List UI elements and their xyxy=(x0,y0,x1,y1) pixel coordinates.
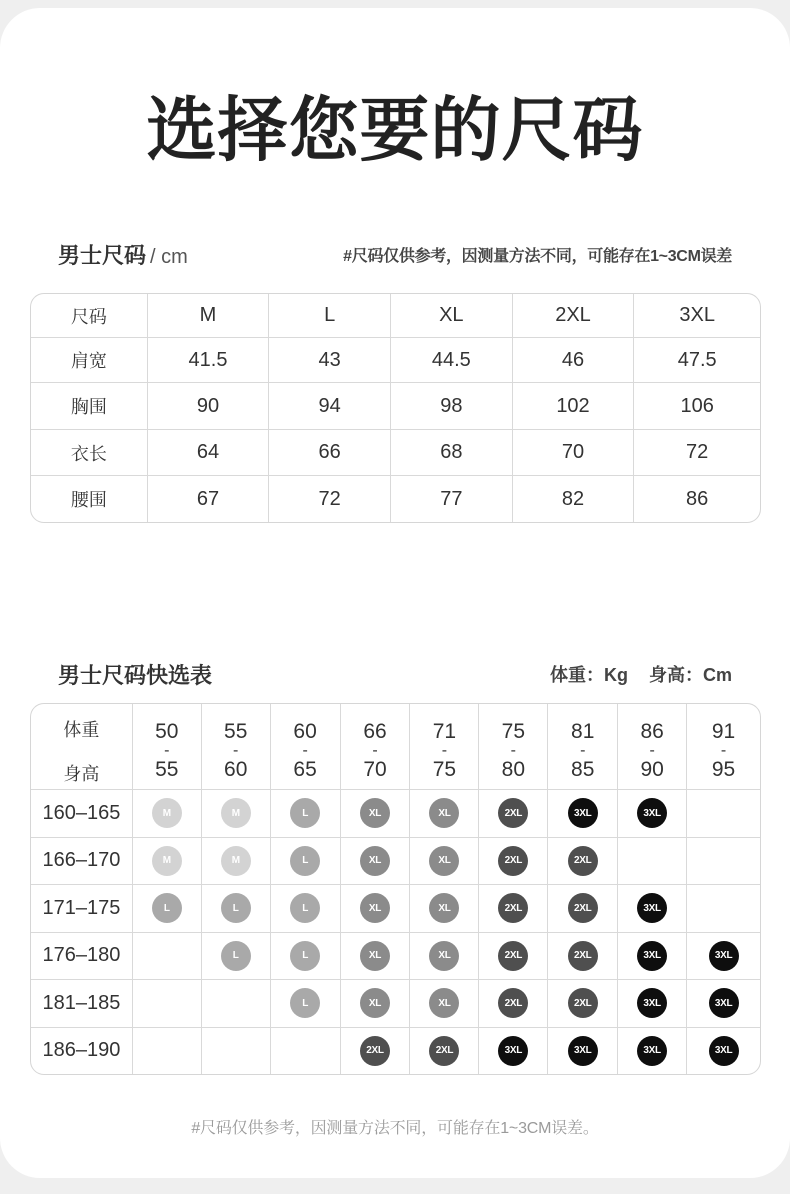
quick-size-table xyxy=(30,703,761,1075)
size-badge: M xyxy=(221,798,251,828)
height-range-label: 171–175 xyxy=(31,885,132,932)
weight-range-separator: - xyxy=(510,742,516,759)
size-header-label: 尺码 xyxy=(31,294,147,337)
size-badge: 3XL xyxy=(637,798,667,828)
size-cell xyxy=(133,790,201,837)
weight-range-separator: - xyxy=(720,742,727,759)
weight-range-to: 60 xyxy=(224,758,248,781)
weight-range-header xyxy=(341,704,410,789)
size-badge: M xyxy=(152,846,182,876)
height-range-label: 181–185 xyxy=(31,980,132,1027)
size-cell xyxy=(548,790,617,837)
weight-range-from: 60 xyxy=(293,720,317,743)
size-badge: XL xyxy=(429,941,459,971)
size-badge: 2XL xyxy=(568,988,598,1018)
empty-cell xyxy=(687,790,760,837)
size-cell xyxy=(479,838,547,885)
size-badge: L xyxy=(221,893,251,923)
size-cell xyxy=(410,1028,478,1075)
size-cell xyxy=(618,790,686,837)
measure-value: 90 xyxy=(148,383,269,429)
size-header-cell: L xyxy=(269,294,390,337)
size-badge: L xyxy=(290,798,320,828)
size-badge: XL xyxy=(360,893,390,923)
measure-value: 66 xyxy=(269,430,390,475)
size-badge: XL xyxy=(360,941,390,971)
size-cell xyxy=(479,790,547,837)
size-chart-note: #尺码仅供参考，因测量方法不同，可能存在1~3CM误差 xyxy=(343,247,732,265)
size-cell xyxy=(271,885,340,932)
measure-label: 胸围 xyxy=(31,383,147,429)
measure-value: 41.5 xyxy=(148,338,269,382)
weight-range-to: 75 xyxy=(432,758,457,781)
size-badge: 2XL xyxy=(498,893,528,923)
weight-range-header xyxy=(410,704,478,789)
size-cell xyxy=(479,1028,547,1075)
measure-value: 98 xyxy=(391,383,512,429)
footer-note: #尺码仅供参考，因测量方法不同，可能存在1~3CM误差。 xyxy=(191,1120,599,1137)
quick-chart-header xyxy=(58,657,732,691)
size-header-cell: 3XL xyxy=(634,294,760,337)
size-cell xyxy=(410,790,478,837)
weight-range-separator: - xyxy=(164,742,170,759)
measure-value: 46 xyxy=(513,338,634,382)
weight-range-to: 90 xyxy=(640,758,664,781)
weight-unit: 体重：Kg xyxy=(549,665,628,685)
weight-range-to: 80 xyxy=(501,758,525,781)
weight-range-from: 91 xyxy=(711,720,736,743)
weight-range-separator: - xyxy=(233,742,239,759)
size-chart-unit: / cm xyxy=(150,245,188,268)
weight-range-from: 81 xyxy=(571,720,595,743)
weight-range-from: 75 xyxy=(501,720,525,743)
height-unit: 身高：Cm xyxy=(648,665,732,685)
empty-cell xyxy=(133,1028,201,1075)
size-badge: 3XL xyxy=(637,893,667,923)
weight-axis-label: 体重 xyxy=(63,719,100,740)
size-badge: 2XL xyxy=(429,1036,459,1066)
size-badge: 3XL xyxy=(498,1036,528,1066)
measure-value: 102 xyxy=(513,383,634,429)
weight-range-from: 86 xyxy=(640,720,664,743)
size-badge: 2XL xyxy=(498,988,528,1018)
measure-value: 64 xyxy=(148,430,269,475)
size-cell xyxy=(618,1028,686,1075)
measure-value: 44.5 xyxy=(391,338,512,382)
size-badge: 2XL xyxy=(360,1036,390,1066)
weight-range-from: 71 xyxy=(432,720,457,743)
size-badge: XL xyxy=(429,988,459,1018)
size-badge: 3XL xyxy=(709,941,739,971)
size-cell xyxy=(548,980,617,1027)
size-badge: XL xyxy=(429,893,459,923)
size-badge: L xyxy=(152,893,182,923)
size-cell xyxy=(202,933,270,980)
size-chart-header xyxy=(58,237,732,271)
size-cell xyxy=(548,933,617,980)
size-cell xyxy=(618,933,686,980)
weight-range-to: 65 xyxy=(293,758,317,781)
weight-range-to: 55 xyxy=(155,758,179,781)
size-badge: M xyxy=(221,846,251,876)
empty-cell xyxy=(133,933,201,980)
size-cell xyxy=(618,980,686,1027)
measure-label: 腰围 xyxy=(31,476,147,522)
size-badge: XL xyxy=(360,798,390,828)
size-cell xyxy=(687,933,760,980)
height-range-label: 176–180 xyxy=(31,933,132,980)
measure-value: 70 xyxy=(513,430,634,475)
weight-range-header xyxy=(618,704,686,789)
weight-range-to: 95 xyxy=(711,758,736,781)
size-cell xyxy=(341,980,410,1027)
weight-range-separator: - xyxy=(372,742,378,759)
weight-range-from: 66 xyxy=(363,720,387,743)
measure-value: 72 xyxy=(269,476,390,522)
size-cell xyxy=(341,933,410,980)
size-badge: 2XL xyxy=(568,893,598,923)
measure-value: 68 xyxy=(391,430,512,475)
size-cell xyxy=(410,980,478,1027)
size-cell xyxy=(271,933,340,980)
size-cell xyxy=(410,885,478,932)
size-badge: L xyxy=(290,846,320,876)
size-cell xyxy=(479,885,547,932)
height-range-label: 186–190 xyxy=(31,1028,132,1075)
size-badge: XL xyxy=(360,988,390,1018)
size-cell xyxy=(133,885,201,932)
size-badge: 2XL xyxy=(498,798,528,828)
size-badge: L xyxy=(290,941,320,971)
empty-cell xyxy=(618,838,686,885)
size-badge: 2XL xyxy=(568,846,598,876)
size-badge: M xyxy=(152,798,182,828)
size-cell xyxy=(341,1028,410,1075)
size-table xyxy=(30,293,761,523)
empty-cell xyxy=(271,1028,340,1075)
empty-cell xyxy=(202,1028,270,1075)
size-cell xyxy=(548,885,617,932)
size-cell xyxy=(410,838,478,885)
weight-range-to: 85 xyxy=(571,758,595,781)
measure-label: 肩宽 xyxy=(31,338,147,382)
size-chart-heading xyxy=(58,239,188,270)
weight-range-separator: - xyxy=(649,742,655,759)
weight-range-header xyxy=(479,704,547,789)
size-cell xyxy=(341,790,410,837)
empty-cell xyxy=(687,838,760,885)
size-cell xyxy=(548,1028,617,1075)
page-title: 选择您要的尺码 xyxy=(146,91,644,169)
weight-range-header xyxy=(133,704,201,789)
weight-range-separator: - xyxy=(302,742,308,759)
weight-range-separator: - xyxy=(441,742,448,759)
size-cell xyxy=(687,1028,760,1075)
size-header-cell: XL xyxy=(391,294,512,337)
size-badge: 3XL xyxy=(637,941,667,971)
weight-range-from: 55 xyxy=(224,720,248,743)
size-badge: 2XL xyxy=(498,846,528,876)
measure-value: 72 xyxy=(634,430,760,475)
weight-range-from: 50 xyxy=(155,720,179,743)
size-badge: 3XL xyxy=(709,988,739,1018)
empty-cell xyxy=(687,885,760,932)
size-badge: L xyxy=(290,988,320,1018)
size-cell xyxy=(202,885,270,932)
size-badge: L xyxy=(290,893,320,923)
size-badge: 2XL xyxy=(568,941,598,971)
size-cell xyxy=(410,933,478,980)
measure-value: 94 xyxy=(269,383,390,429)
empty-cell xyxy=(202,980,270,1027)
weight-range-to: 70 xyxy=(363,758,387,781)
size-cell xyxy=(618,885,686,932)
size-cell xyxy=(341,885,410,932)
size-cell xyxy=(271,790,340,837)
empty-cell xyxy=(133,980,201,1027)
size-cell xyxy=(271,980,340,1027)
weight-range-header xyxy=(687,704,760,789)
size-cell xyxy=(687,980,760,1027)
size-cell xyxy=(202,790,270,837)
size-badge: 3XL xyxy=(709,1036,739,1066)
measure-value: 67 xyxy=(148,476,269,522)
measure-label: 衣长 xyxy=(31,430,147,475)
height-axis-label: 身高 xyxy=(63,763,100,784)
height-range-label: 160–165 xyxy=(31,790,132,837)
size-badge: 3XL xyxy=(637,1036,667,1066)
weight-range-header xyxy=(271,704,340,789)
size-cell xyxy=(341,838,410,885)
size-badge: XL xyxy=(429,846,459,876)
size-cell xyxy=(271,838,340,885)
size-header-cell: 2XL xyxy=(513,294,634,337)
measure-value: 82 xyxy=(513,476,634,522)
measure-value: 86 xyxy=(634,476,760,522)
size-cell xyxy=(133,838,201,885)
size-badge: L xyxy=(221,941,251,971)
size-header-cell: M xyxy=(148,294,269,337)
quick-chart-label: 男士尺码快选表 xyxy=(58,662,213,688)
size-cell xyxy=(479,933,547,980)
measure-value: 106 xyxy=(634,383,760,429)
weight-range-header xyxy=(548,704,617,789)
weight-range-separator: - xyxy=(580,742,586,759)
weight-range-header xyxy=(202,704,270,789)
size-badge: 3XL xyxy=(568,1036,598,1066)
measure-value: 47.5 xyxy=(634,338,760,382)
size-cell xyxy=(479,980,547,1027)
size-chart-label: 男士尺码 xyxy=(58,242,147,268)
size-badge: XL xyxy=(360,846,390,876)
measure-value: 77 xyxy=(391,476,512,522)
size-badge: 3XL xyxy=(568,798,598,828)
size-badge: 2XL xyxy=(498,941,528,971)
size-badge: XL xyxy=(429,798,459,828)
size-badge: 3XL xyxy=(637,988,667,1018)
size-cell xyxy=(202,838,270,885)
height-range-label: 166–170 xyxy=(31,838,132,885)
corner-header xyxy=(31,704,132,789)
size-cell xyxy=(548,838,617,885)
measure-value: 43 xyxy=(269,338,390,382)
quick-chart-units xyxy=(550,661,732,687)
